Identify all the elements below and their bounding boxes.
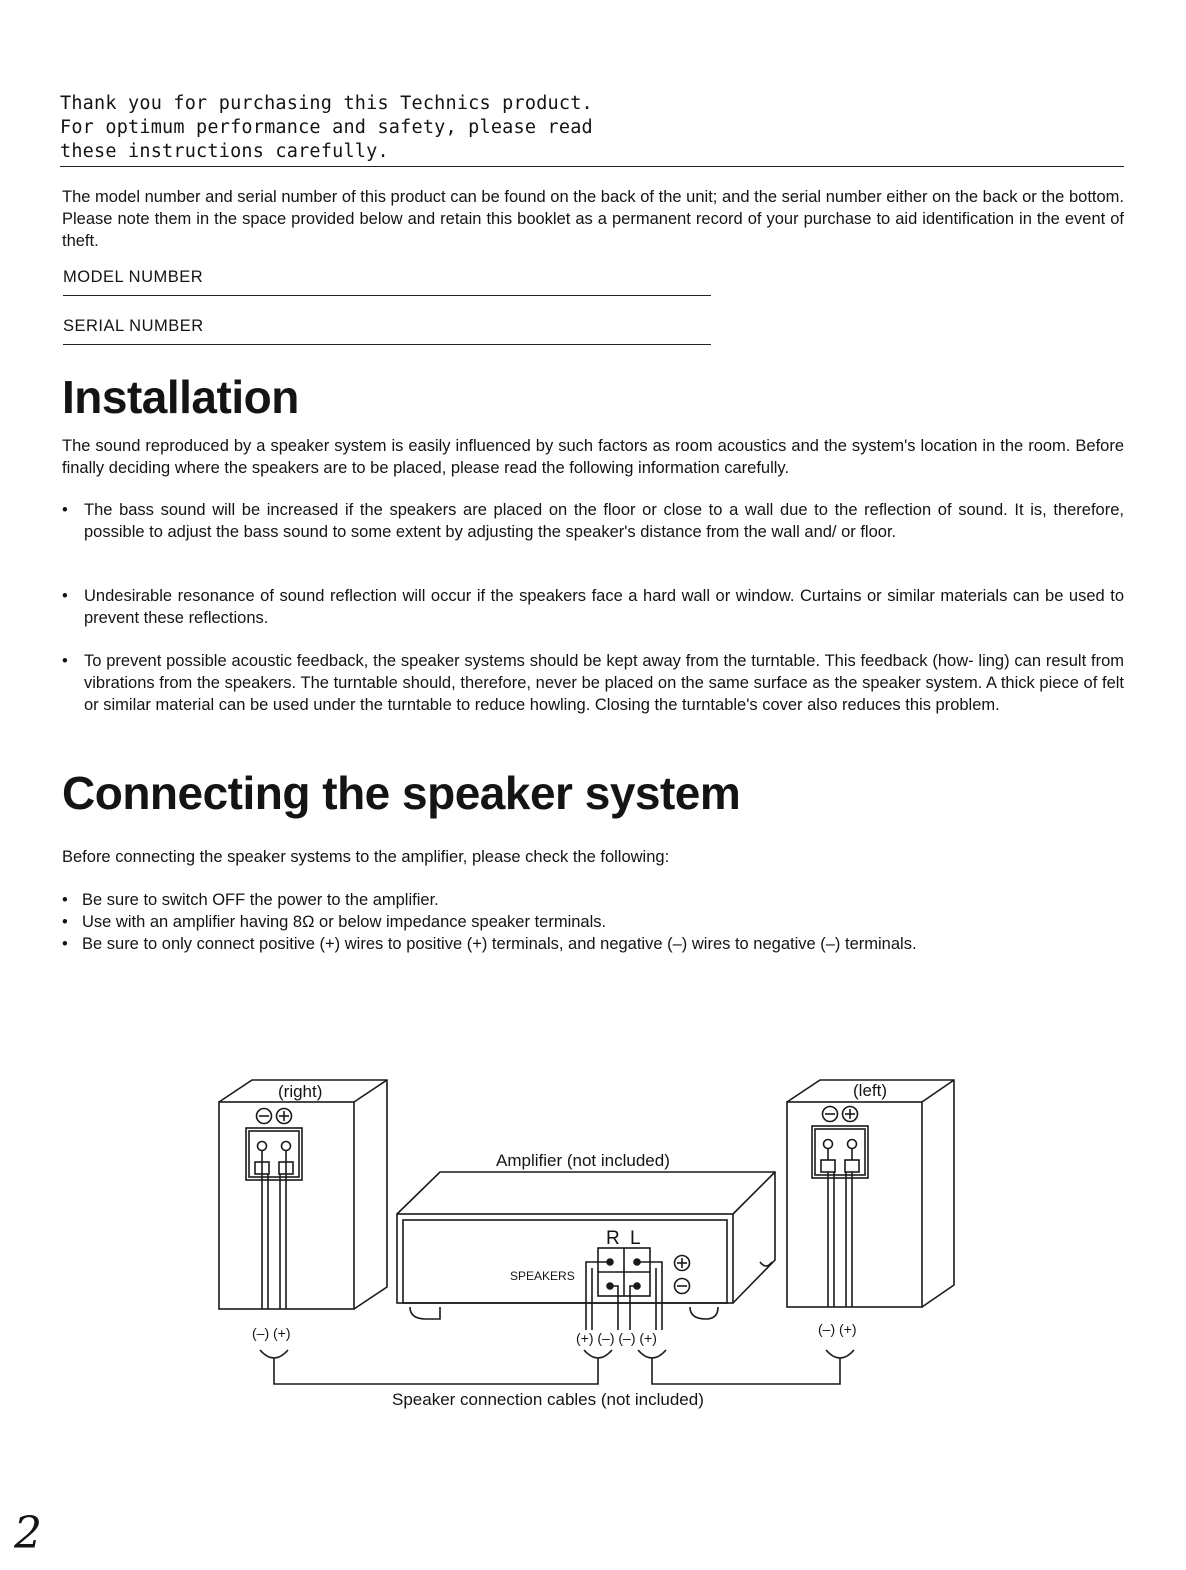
installation-bullet: • Undesirable resonance of sound reflection will occur if the speakers face a hard wall or window. Curtains or similar materials can be used to prevent these reflections.	[62, 585, 1124, 629]
serial-note: The model number and serial number of this product can be found on the back of the unit; and the serial number either on the back or the bottom. Please note them in the space provided below and retain this booklet as a permanent record of your purchase to aid identification in the event of theft.	[62, 188, 1124, 250]
connecting-intro: Before connecting the speaker systems to the amplifier, please check the following:	[62, 848, 670, 866]
left-speaker	[787, 1080, 954, 1307]
cables-label: Speaker connection cables (not included)	[392, 1390, 704, 1409]
installation-heading: Installation	[62, 371, 299, 423]
speaker-cables	[260, 1350, 854, 1384]
connecting-heading: Connecting the speaker system	[62, 767, 741, 819]
intro-line: these instructions carefully.	[60, 141, 389, 162]
amplifier-label: Amplifier (not included)	[496, 1151, 670, 1170]
amplifier	[397, 1172, 775, 1330]
connecting-bullet: • Be sure to only connect positive (+) wires to positive (+) terminals, and negative (–) wires to negative (–) terminals.	[62, 933, 982, 955]
right-polarity-label: (–) (+)	[252, 1325, 291, 1341]
l-channel-label: L	[630, 1228, 641, 1249]
left-polarity-label: (–) (+)	[818, 1321, 857, 1337]
installation-intro: The sound reproduced by a speaker system is easily influenced by such factors as room acoustics and the system's location in the room. Before finally deciding where the speakers are to be placed, please read the following information carefully.	[62, 437, 1124, 477]
connecting-bullet: • Be sure to switch OFF the power to the amplifier.	[62, 889, 1022, 911]
serial-number-label: SERIAL NUMBER	[63, 317, 204, 335]
r-channel-label: R	[606, 1228, 620, 1249]
page-number: 2	[14, 1508, 42, 1559]
connecting-bullet: • Use with an amplifier having 8Ω or below impedance speaker terminals.	[62, 911, 1022, 933]
intro-line: Thank you for purchasing this Technics product.	[60, 93, 593, 114]
speakers-terminal-label: SPEAKERS	[510, 1269, 575, 1283]
right-speaker	[219, 1080, 387, 1309]
installation-bullet: • The bass sound will be increased if the speakers are placed on the floor or close to a wall due to the reflection of sound. It is, therefore, possible to adjust the bass sound to some extent by adjusting the speaker's distance from the wall and/ or floor.	[62, 499, 1124, 543]
installation-bullet: • To prevent possible acoustic feedback, the speaker systems should be kept away from the turntable. This feedback (how- ling) can result from vibrations from the speakers. The turntable should, therefore, never be placed on the same surface as the speaker system. A thick piece of felt or similar material can be used under the turntable to reduce howling. Closing the turntable's cover also reduces this problem.	[62, 650, 1124, 716]
model-number-label: MODEL NUMBER	[63, 268, 204, 286]
right-speaker-label: (right)	[278, 1082, 323, 1101]
amplifier-polarity-label: (+) (–) (–) (+)	[576, 1330, 657, 1346]
left-speaker-label: (left)	[853, 1081, 887, 1100]
intro-line: For optimum performance and safety, please read	[60, 117, 593, 138]
